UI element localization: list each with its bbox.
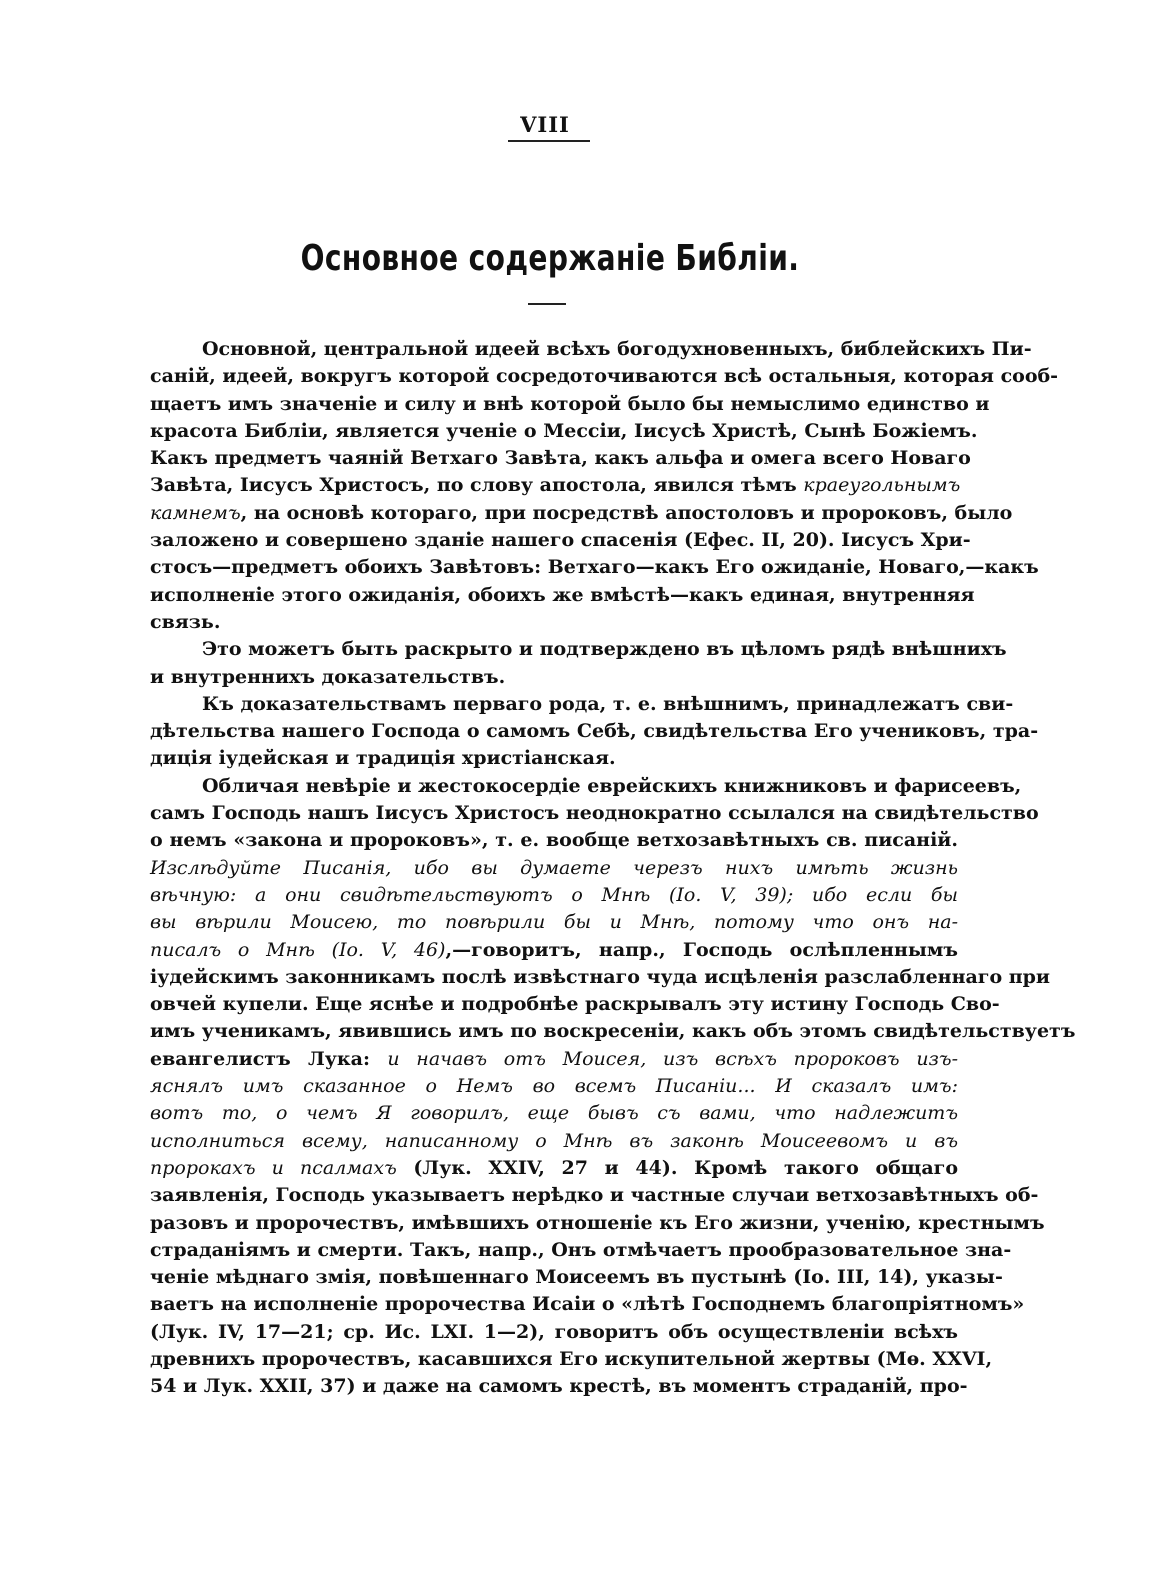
title-rule (528, 303, 566, 305)
text-segment: диція іудейская и традиція христіанская. (150, 747, 616, 770)
text-line (150, 773, 1022, 800)
text-segment: заложено и совершено зданіе нашего спасенія (Ефес. II, 20). Іисусъ Хри- (150, 529, 971, 552)
text-line (150, 1346, 993, 1373)
text-segment: связь. (150, 610, 221, 633)
text-segment: (Лук. XXIV, 27 и 44). Кромѣ такого общаго (396, 1156, 958, 1179)
italic-text: яснялъ имъ сказанное о Немъ во всемъ Писаніи... И сказалъ имъ: (150, 1075, 958, 1098)
text-line (150, 718, 1039, 745)
text-line (150, 582, 975, 609)
text-line (150, 445, 971, 472)
text-line (150, 1264, 1003, 1291)
text-line (150, 1018, 1076, 1045)
text-line (150, 609, 958, 636)
page-number: VIII (520, 112, 570, 137)
text-line (150, 1182, 1039, 1209)
text-line (150, 363, 1059, 390)
text-segment: Это можетъ быть раскрыто и подтверждено въ цѣломъ рядѣ внѣшнихъ (202, 638, 1007, 661)
text-line (150, 964, 1051, 991)
text-segment: , на основѣ котораго, при посредствѣ апостоловъ и пророковъ, было (240, 501, 1013, 524)
text-segment: древнихъ пророчествъ, касавшихся Его искупительной жертвы (Мѳ. XXVI, (150, 1347, 993, 1370)
text-segment: исполненіе этого ожиданія, обоихъ же вмѣстѣ—какъ единая, внутренняя (150, 583, 975, 606)
italic-text: пророкахъ и псалмахъ (150, 1156, 397, 1179)
text-line (150, 1046, 958, 1073)
text-line (150, 882, 958, 909)
italic-text: и начавъ отъ Моисея, изъ всѣхъ пророковъ изъ- (387, 1047, 958, 1070)
text-segment: Обличая невѣріе и жестокосердіе еврейскихъ книжниковъ и фарисеевъ, (202, 774, 1022, 797)
text-segment: стосъ—предметъ обоихъ Завѣтовъ: Ветхаго—какъ Его ожиданіе, Новаго,—какъ (150, 556, 1039, 579)
text-line (150, 1373, 968, 1400)
text-line (150, 1319, 958, 1346)
text-line (150, 1073, 958, 1100)
body-text (150, 336, 1076, 1401)
text-line (150, 391, 990, 418)
text-segment: ваетъ на исполненіе пророчества Исаіи о «лѣтѣ Господнемъ благопріятномъ» (150, 1293, 1025, 1316)
text-line (150, 691, 1014, 718)
text-line (150, 418, 978, 445)
italic-text: Изслѣдуйте Писанія, ибо вы думаете черезъ нихъ имѣть жизнь (150, 856, 958, 879)
text-segment: щаетъ имъ значеніе и силу и внѣ которой было бы немыслимо единство и (150, 392, 990, 415)
text-segment: имъ ученикамъ, явившись имъ по воскресеніи, какъ объ этомъ свидѣтельствуетъ (150, 1020, 1076, 1043)
text-line (150, 336, 1032, 363)
text-segment: дѣтельства нашего Господа о самомъ Себѣ, свидѣтельства Его учениковъ, тра- (150, 720, 1039, 743)
text-line (150, 1128, 958, 1155)
italic-text: писалъ о Мнѣ (Іо. V, 46) (150, 938, 446, 961)
text-line (150, 800, 1039, 827)
text-line (150, 1291, 1025, 1318)
text-segment: и внутреннихъ доказательствъ. (150, 665, 506, 688)
text-line (150, 1155, 958, 1182)
text-segment: евангелистъ Лука: (150, 1047, 388, 1070)
text-line (150, 1237, 1012, 1264)
text-segment: (Лук. IV, 17—21; ср. Ис. LXI. 1—2), говоритъ объ осуществленіи всѣхъ (150, 1320, 958, 1343)
text-line (150, 1100, 958, 1127)
text-segment: Завѣта, Іисусъ Христосъ, по слову апостола, явился тѣмъ (150, 474, 804, 497)
text-line (150, 937, 958, 964)
text-line (150, 745, 958, 772)
text-segment: страданіямъ и смерти. Такъ, напр., Онъ отмѣчаетъ прообразовательное зна- (150, 1238, 1012, 1261)
text-segment: о немъ «закона и пророковъ», т. е. вообще ветхозавѣтныхъ св. писаній. (150, 829, 958, 852)
page-title: Основное содержаніе Библіи. (300, 238, 800, 279)
text-line (150, 554, 1039, 581)
italic-text: вѣчную: а они свидѣтельствуютъ о Мнѣ (Іо. V, 39); ибо если бы (150, 883, 958, 906)
italic-text: вы вѣрили Моисею, то повѣрили бы и Мнѣ, потому что онъ на- (150, 911, 958, 934)
text-segment: красота Библіи, является ученіе о Мессіи, Іисусѣ Христѣ, Сынѣ Божіемъ. (150, 419, 978, 442)
text-line (150, 991, 1000, 1018)
page-number-rule (508, 140, 590, 142)
text-segment: Къ доказательствамъ перваго рода, т. е. внѣшнимъ, принадлежатъ сви- (202, 692, 1014, 715)
text-line (150, 527, 971, 554)
text-line (150, 855, 958, 882)
text-segment: разовъ и пророчествъ, имѣвшихъ отношеніе къ Его жизни, ученію, крестнымъ (150, 1211, 1045, 1234)
text-segment: 54 и Лук. XXII, 37) и даже на самомъ крестѣ, въ моментъ страданій, про- (150, 1375, 968, 1398)
text-segment: ченіе мѣднаго змія, повѣшеннаго Моисеемъ въ пустынѣ (Іо. III, 14), указы- (150, 1266, 1003, 1289)
text-segment: овчей купели. Еще яснѣе и подробнѣе раскрывалъ эту истину Господь Сво- (150, 993, 1000, 1016)
text-line (150, 1210, 1045, 1237)
text-segment: іудейскимъ законникамъ послѣ извѣстнаго чуда исцѣленія разслабленнаго при (150, 965, 1051, 988)
text-segment: Основной, центральной идеей всѣхъ богодухновенныхъ, библейскихъ Пи- (202, 338, 1032, 360)
text-segment: саній, идеей, вокругъ которой сосредоточиваются всѣ остальныя, которая сооб- (150, 365, 1059, 388)
text-segment: ,—говоритъ, напр., Господь ослѣпленнымъ (445, 938, 958, 961)
italic-text: вотъ то, о чемъ Я говорилъ, еще бывъ съ вами, что надлежитъ (150, 1102, 958, 1125)
text-segment: Какъ предметъ чаяній Ветхаго Завѣта, какъ альфа и омега всего Новаго (150, 447, 971, 470)
text-segment: заявленія, Господь указываетъ нерѣдко и частные случаи ветхозавѣтныхъ об- (150, 1184, 1039, 1207)
italic-text: краеугольнымъ (803, 474, 961, 497)
text-line (150, 827, 958, 854)
text-line (150, 500, 1013, 527)
text-line (150, 664, 958, 691)
text-line (150, 472, 961, 499)
italic-text: камнемъ (150, 501, 241, 524)
text-line (150, 909, 958, 936)
text-segment: самъ Господь нашъ Іисусъ Христосъ неоднократно ссылался на свидѣтельство (150, 802, 1039, 825)
italic-text: исполниться всему, написанному о Мнѣ въ законѣ Моисеевомъ и въ (150, 1129, 958, 1152)
text-line (150, 636, 1007, 663)
